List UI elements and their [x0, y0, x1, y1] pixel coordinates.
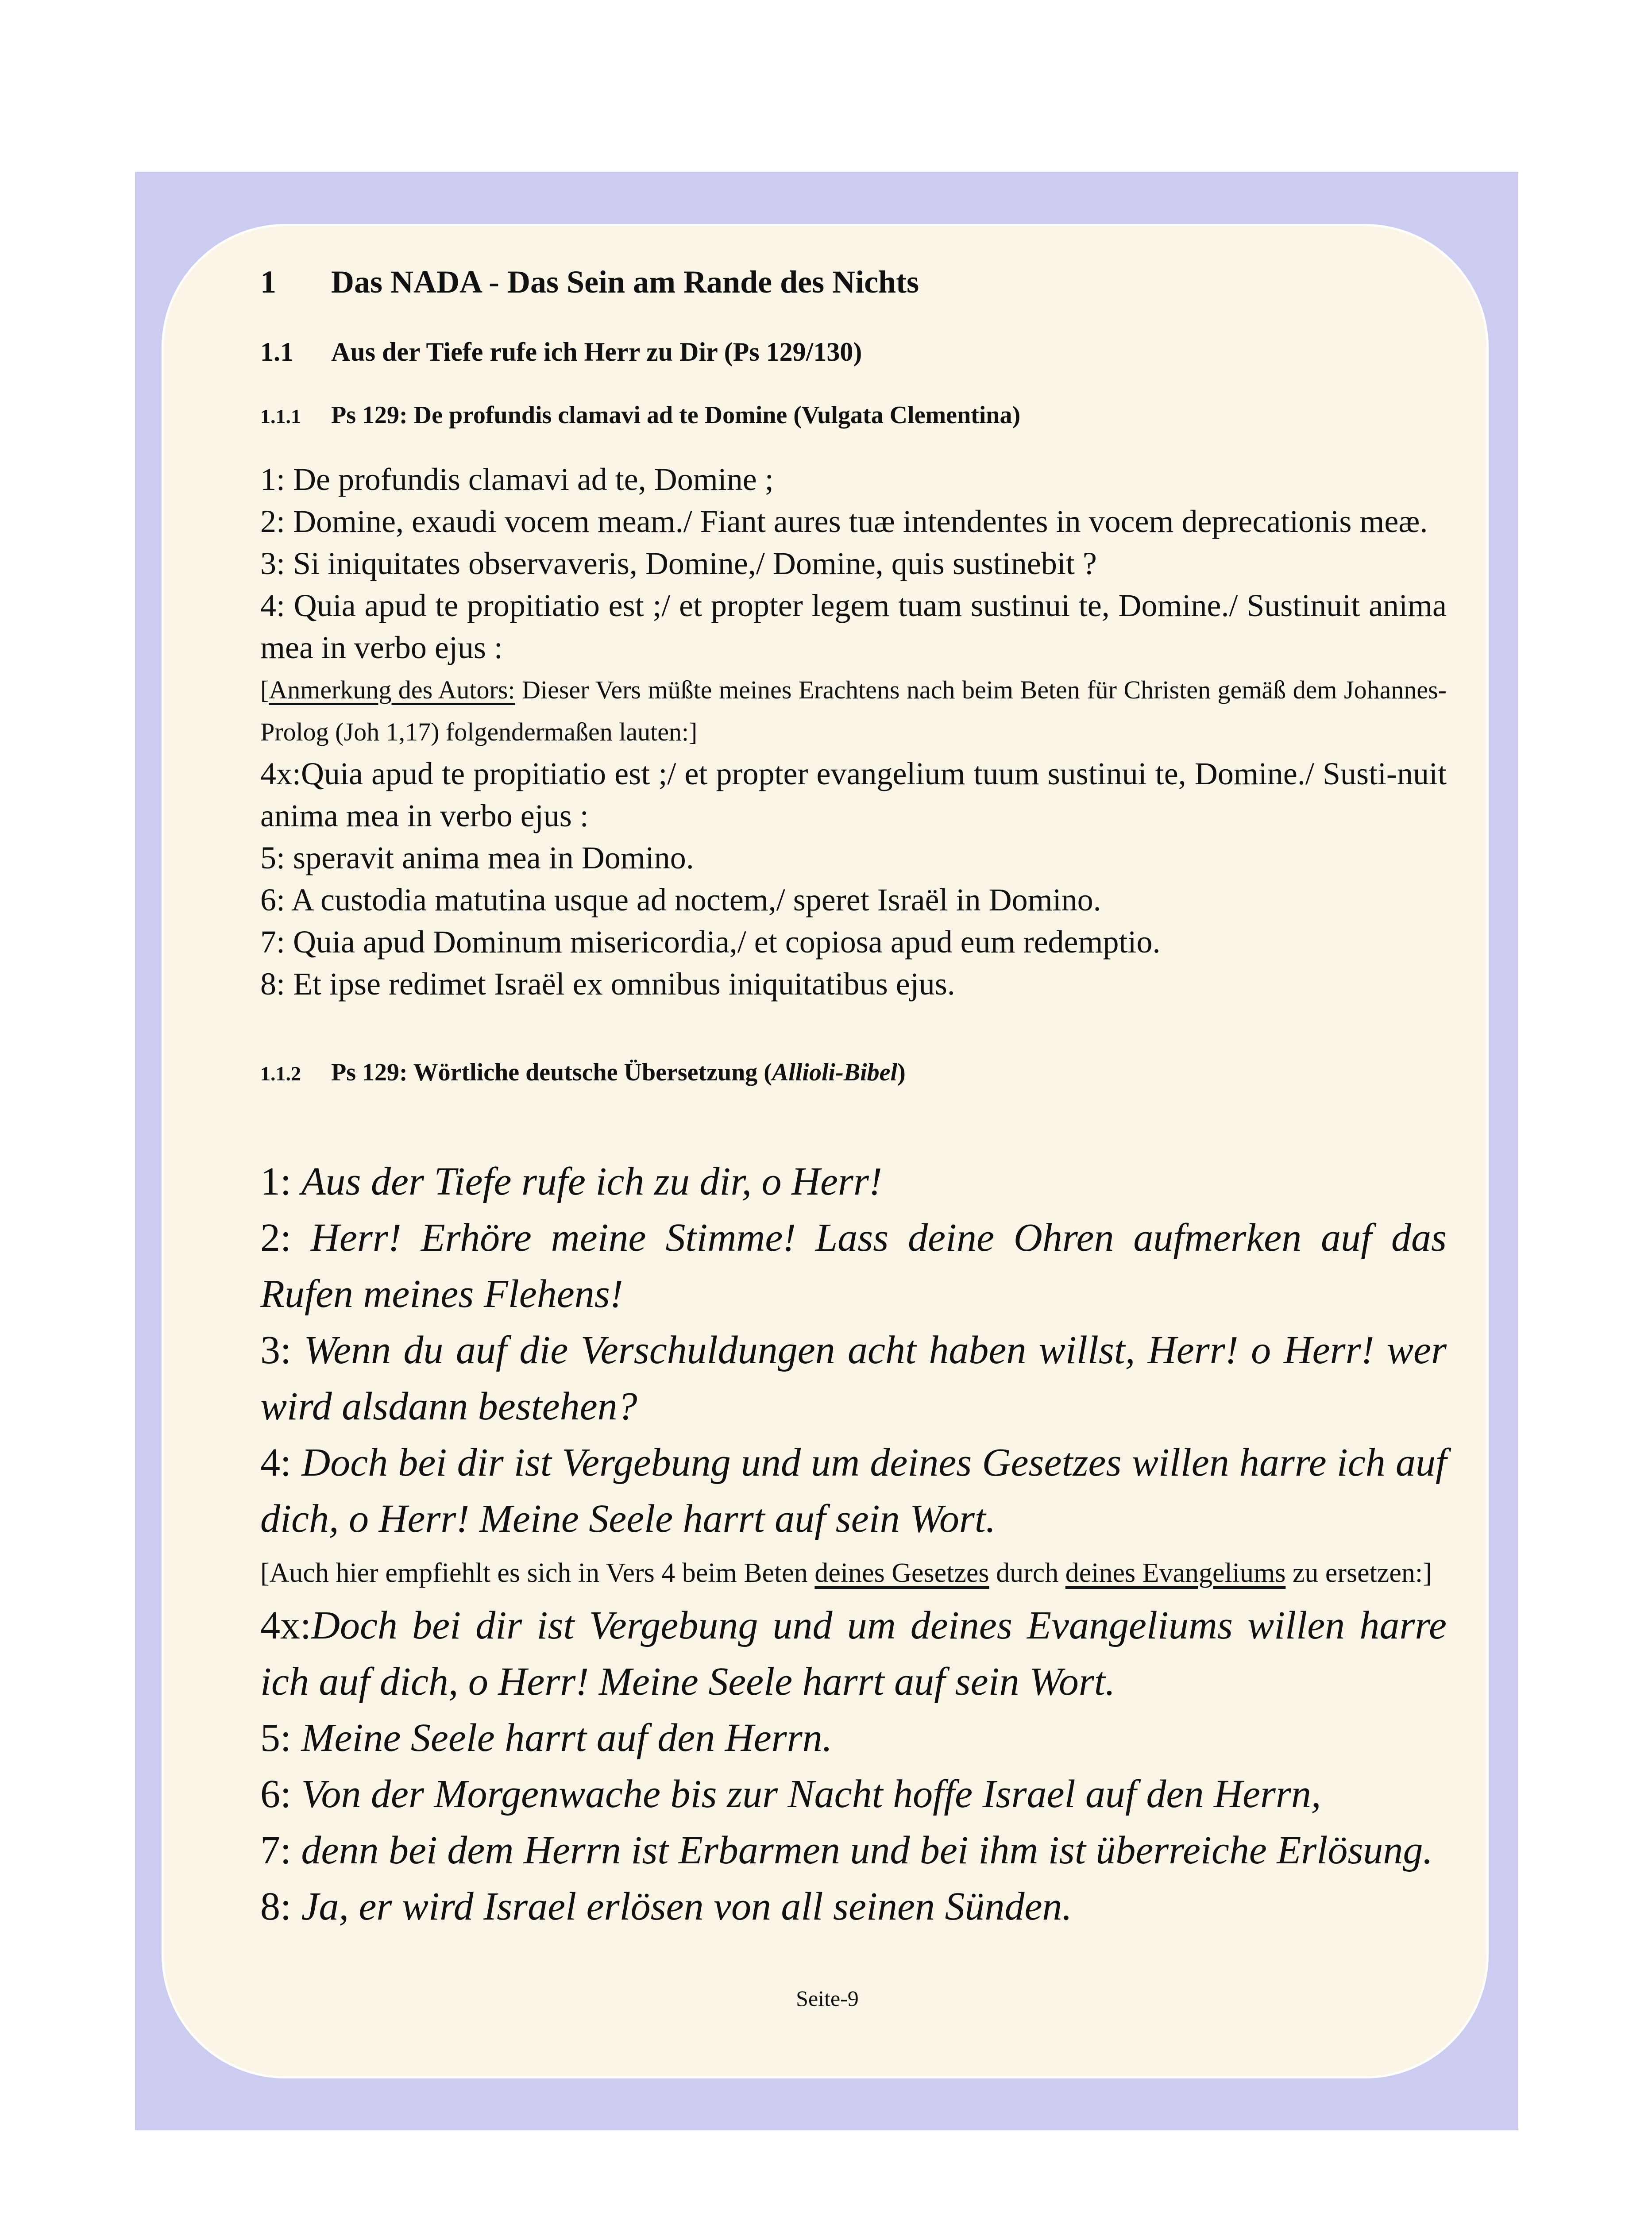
latin-verse-3: 3: Si iniquitates observaveris, Domine,/ Domine, quis sustinebit ? — [260, 546, 1097, 581]
latin-verse-2: 2: Domine, exaudi vocem meam./ Fiant aures tuæ intendentes in vocem deprecationis meæ. — [260, 504, 1428, 539]
latin-verse-5: 5: speravit anima mea in Domino. — [260, 840, 694, 875]
page-number: Seite-9 — [796, 1986, 859, 2011]
heading-1-1-2: 1.1.2 Ps 129: Wörtliche deutsche Übersetzung (Allioli-Bibel) — [260, 1059, 906, 1086]
latin-verse-6: 6: A custodia matutina usque ad noctem,/ speret Israël in Domino. — [260, 882, 1101, 918]
german-verse-2: 2: Herr! Erhöre meine Stimme! Lass deine Ohren aufmerken auf das Rufen meines Flehens! — [260, 1216, 1447, 1316]
german-translation-text — [260, 1153, 1447, 1935]
german-verse-7: 7: denn bei dem Herrn ist Erbarmen und bei ihm ist überreiche Erlösung. — [260, 1828, 1433, 1872]
latin-verse-4: 4: Quia apud te propitiatio est ;/ et propter legem tuam sustinui te, Domine./ Sustinuit anima mea in verbo ejus : — [260, 588, 1447, 665]
german-verse-4: 4: Doch bei dir ist Vergebung und um deines Gesetzes willen harre ich auf dich, o Herr! Meine Seele harrt auf sein Wort. — [260, 1441, 1447, 1541]
heading-1-1-1: 1.1.1 Ps 129: De profundis clamavi ad te Domine (Vulgata Clementina) — [260, 401, 1021, 429]
content-card — [162, 224, 1489, 2078]
german-verse-5: 5: Meine Seele harrt auf den Herrn. — [260, 1716, 833, 1760]
heading-1: 1 Das NADA - Das Sein am Rande des Nichts — [260, 264, 919, 300]
heading-1-1: 1.1 Aus der Tiefe rufe ich Herr zu Dir (Ps 129/130) — [260, 337, 862, 366]
german-verse-4x: 4x:Doch bei dir ist Vergebung und um deines Evangeliums willen harre ich auf dich, o Herr! Meine Seele harrt auf sein Wort. — [260, 1604, 1447, 1704]
latin-verse-8: 8: Et ipse redimet Israël ex omnibus iniquitatibus ejus. — [260, 966, 955, 1002]
translation-note: [Auch hier empfiehlt es sich in Vers 4 beim Beten deines Gesetzes durch deines Evangeliums zu ersetzen:] — [260, 1558, 1432, 1588]
german-verse-3: 3: Wenn du auf die Verschuldungen acht haben willst, Herr! o Herr! wer wird alsdann bestehen? — [260, 1328, 1447, 1428]
author-note: [Anmerkung des Autors: Dieser Vers müßte meines Erachtens nach beim Beten für Christen gemäß dem Johannes-Prolog (Joh 1,17) folgendermaßen lauten:] — [260, 675, 1447, 746]
latin-verse-1: 1: De profundis clamavi ad te, Domine ; — [260, 462, 774, 497]
german-verse-8: 8: Ja, er wird Israel erlösen von all seinen Sünden. — [260, 1885, 1072, 1928]
page-frame — [135, 172, 1518, 2130]
latin-verse-4x: 4x:Quia apud te propitiatio est ;/ et propter evangelium tuum sustinui te, Domine./ Susti-nuit anima mea in verbo ejus : — [260, 756, 1447, 833]
german-verse-6: 6: Von der Morgenwache bis zur Nacht hoffe Israel auf den Herrn, — [260, 1772, 1321, 1816]
author-note-label: Anmerkung des Autors: — [269, 675, 515, 704]
german-verse-1: 1: Aus der Tiefe rufe ich zu dir, o Herr! — [260, 1160, 882, 1203]
latin-psalm-text — [260, 459, 1447, 1005]
latin-verse-7: 7: Quia apud Dominum misericordia,/ et copiosa apud eum redemptio. — [260, 924, 1161, 960]
